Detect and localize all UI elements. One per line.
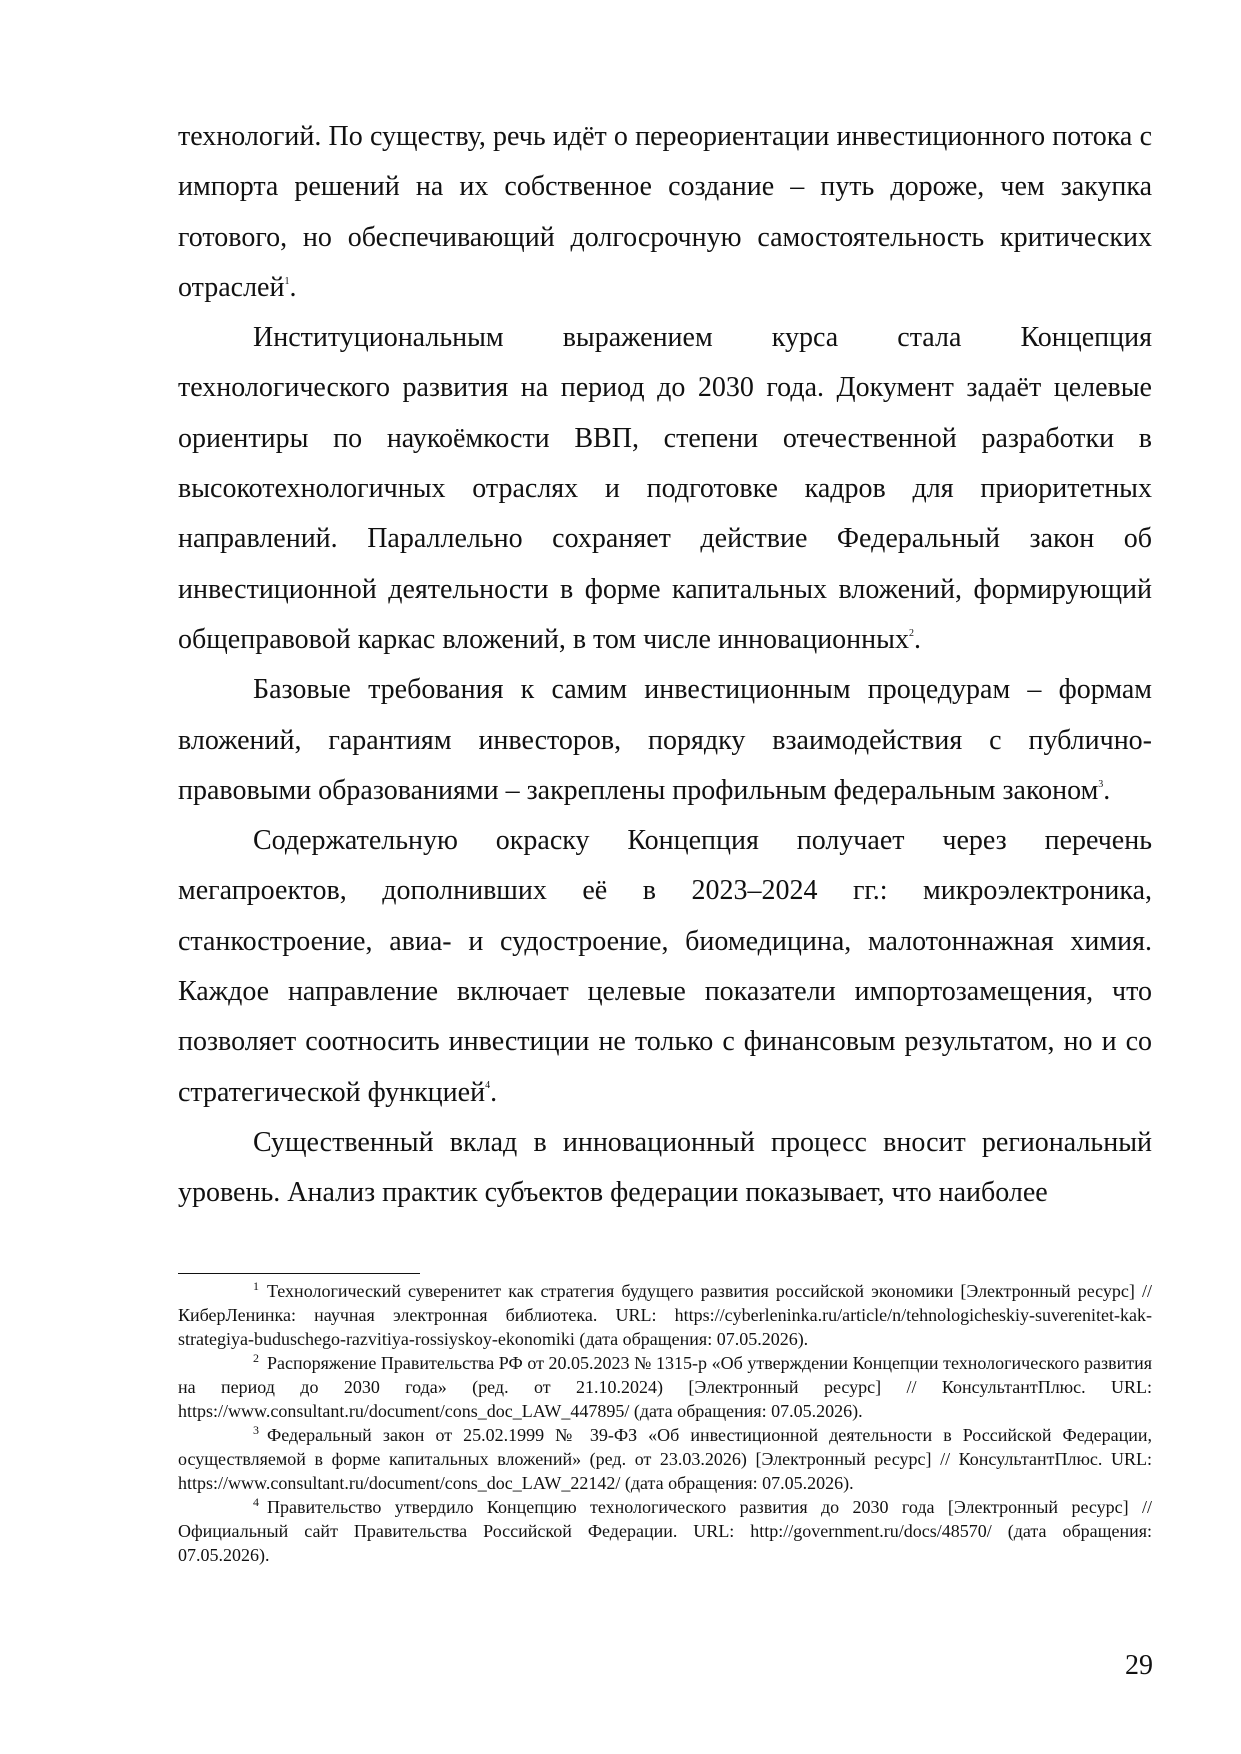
footnote-3-number: 3 xyxy=(253,1423,259,1437)
footnote-2-text: Распоряжение Правительства РФ от 20.05.2023 № 1315-р «Об утверждении Концепции технологического развития на период до 2030 года» (ред. от 21.10.2024) [Электронный ресурс] // КонсультантПлюс. URL: https://www.consultant.ru/document/cons_doc_LAW_447895/ (дата обращения: 07.05.2026). xyxy=(178,1353,1152,1421)
paragraph-2 xyxy=(178,313,1152,665)
paragraph-1-text: технологий. По существу, речь идёт о переориентации инвестиционного потока с импорта решений на их собственное создание – путь дороже, чем закупка готового, но обеспечивающий долгосрочную самостоятельность критических отраслей xyxy=(178,121,1152,303)
footnote-4-number: 4 xyxy=(253,1495,259,1509)
paragraph-5 xyxy=(178,1118,1152,1219)
page-number: 29 xyxy=(1125,1650,1153,1681)
paragraph-2-tail: . xyxy=(913,623,921,655)
paragraph-4 xyxy=(178,816,1152,1118)
footnote-2-number: 2 xyxy=(253,1351,259,1365)
footnote-ref-4[interactable]: 4 xyxy=(485,1080,491,1092)
footnote-ref-3[interactable]: 3 xyxy=(1098,778,1104,790)
main-text xyxy=(178,112,1152,1219)
footnote-1-text: Технологический суверенитет как стратегия будущего развития российской экономики [Электронный ресурс] // КиберЛенинка: научная электронная библиотека. URL: https://cyberleninka.ru/article/n/tehnologicheskiy-suverenitet-kak-strategiya-buduschego-razvitiya-rossiyskoy-ekonomiki (дата обращения: 07.05.2026). xyxy=(178,1281,1152,1349)
footnote-4 xyxy=(178,1495,1152,1567)
footnote-ref-1[interactable]: 1 xyxy=(284,275,290,287)
paragraph-1-tail: . xyxy=(289,271,297,303)
footnotes xyxy=(178,1279,1152,1567)
paragraph-2-text: Институциональным выражением курса стала Концепция технологического развития на период до 2030 года. Документ задаёт целевые ориентиры по наукоёмкости ВВП, степени отечественной разработки в высокотехнологичных отраслях и подготовке кадров для приоритетных направлений. Параллельно сохраняет действие Федеральный закон об инвестиционной деятельности в форме капитальных вложений, формирующий общеправовой каркас вложений, в том числе инновационных xyxy=(178,322,1152,655)
footnote-1 xyxy=(178,1279,1152,1351)
footnote-ref-2[interactable]: 2 xyxy=(908,627,914,639)
paragraph-4-text: Содержательную окраску Концепция получает через перечень мегапроектов, дополнивших её в 2023–2024 гг.: микроэлектроника, станкостроение, авиа- и судостроение, биомедицина, малотоннажная химия. Каждое направление включает целевые показатели импортозамещения, что позволяет соотносить инвестиции не только с финансовым результатом, но и со стратегической функцией xyxy=(178,825,1152,1108)
footnote-3 xyxy=(178,1423,1152,1495)
footnote-4-text: Правительство утвердило Концепцию технологического развития до 2030 года [Электронный ресурс] // Официальный сайт Правительства Российской Федерации. URL: http://government.ru/docs/48570/ (дата обращения: 07.05.2026). xyxy=(178,1497,1152,1565)
paragraph-5-text: Существенный вклад в инновационный процесс вносит региональный уровень. Анализ практик субъектов федерации показывает, что наиболее xyxy=(178,1126,1152,1209)
footnote-separator xyxy=(178,1273,420,1274)
footnote-3-text: Федеральный закон от 25.02.1999 № 39-ФЗ «Об инвестиционной деятельности в Российской Федерации, осуществляемой в форме капитальных вложений» (ред. от 23.03.2026) [Электронный ресурс] // КонсультантПлюс. URL: https://www.consultant.ru/document/cons_doc_LAW_22142/ (дата обращения: 07.05.2026). xyxy=(178,1425,1152,1493)
footnote-2 xyxy=(178,1351,1152,1423)
paragraph-1 xyxy=(178,112,1152,313)
paragraph-3 xyxy=(178,665,1152,816)
paragraph-3-text: Базовые требования к самим инвестиционным процедурам – формам вложений, гарантиям инвесторов, порядку взаимодействия с публично-правовыми образованиями – закреплены профильным федеральным законом xyxy=(178,674,1152,806)
paragraph-4-tail: . xyxy=(490,1076,498,1108)
footnote-1-number: 1 xyxy=(253,1279,259,1293)
paragraph-3-tail: . xyxy=(1103,774,1111,806)
